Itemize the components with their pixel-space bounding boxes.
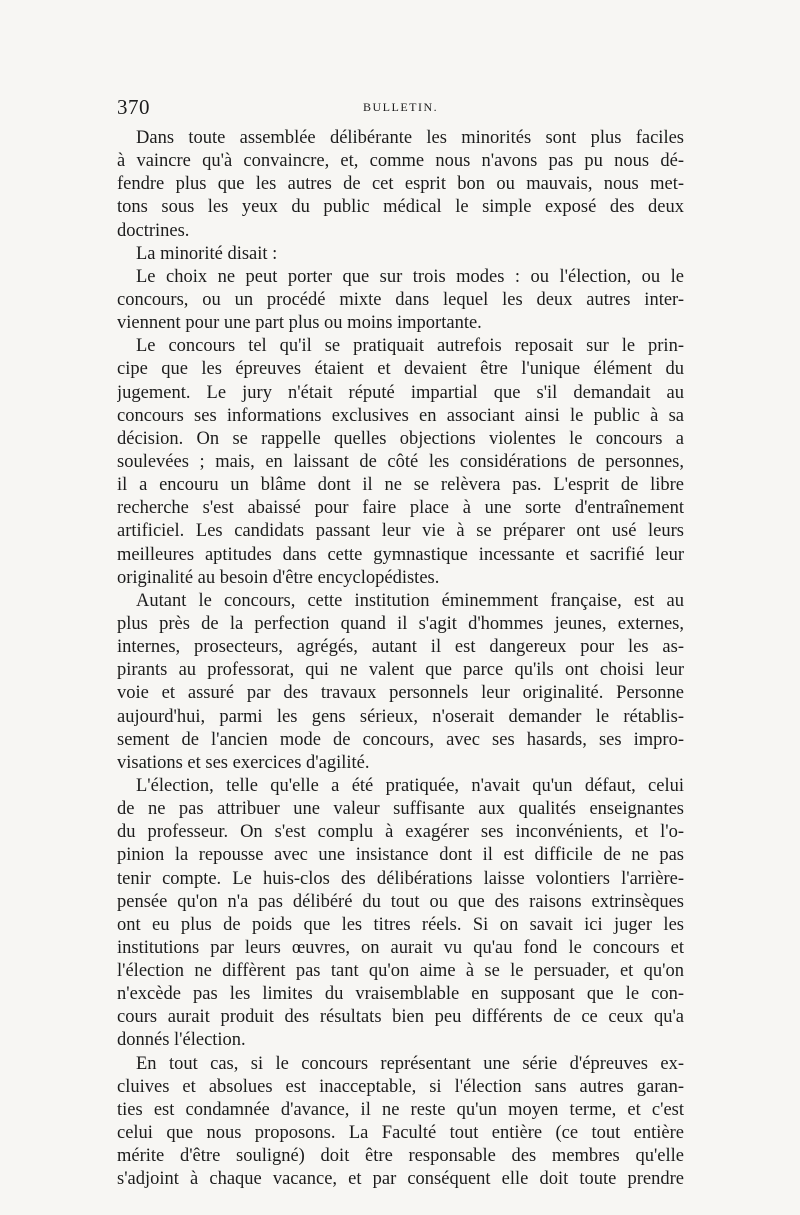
- text-line: l'élection ne diffèrent pas tant qu'on aime à se le persuader, et qu'on: [117, 961, 684, 982]
- text-line: voie et assuré par des travaux personnels leur originalité. Personne: [117, 683, 684, 704]
- text-line: La minorité disait :: [136, 243, 278, 264]
- text-line: donnés l'élection.: [117, 1030, 246, 1051]
- running-head: BULLETIN.: [363, 100, 439, 114]
- page-number: 370: [117, 95, 150, 119]
- text-line: concours, ou un procédé mixte dans lequel les deux autres inter-: [117, 289, 684, 310]
- paragraph: [117, 335, 684, 590]
- text-line: institutions par leurs œuvres, on aurait vu qu'au fond le concours et: [117, 937, 684, 958]
- paragraph: [117, 1053, 684, 1192]
- text-line: recherche s'est abaissé pour faire place à une sorte d'entraînement: [117, 498, 684, 519]
- text-line: mérite d'être souligné) doit être responsable des membres qu'elle: [117, 1146, 684, 1167]
- text-line: décision. On se rappelle quelles objections violentes le concours a: [117, 428, 684, 449]
- paragraph: [117, 590, 684, 775]
- text-line: soulevées ; mais, en laissant de côté les considérations de personnes,: [117, 451, 684, 472]
- text-line: cluives et absolues est inacceptable, si l'élection sans autres garan-: [117, 1076, 684, 1097]
- text-line: meilleures aptitudes dans cette gymnastique incessante et sacrifié leur: [117, 544, 684, 565]
- paragraph: [117, 266, 684, 335]
- text-line: pirants au professorat, qui ne valent que parce qu'ils ont choisi leur: [117, 660, 684, 681]
- text-line: du professeur. On s'est complu à exagérer ses inconvénients, et l'o-: [117, 822, 684, 843]
- text-line: aujourd'hui, parmi les gens sérieux, n'oserait demander le rétablis-: [117, 706, 684, 727]
- text-line: cipe que les épreuves étaient et devaient être l'unique élément du: [117, 359, 684, 380]
- text-line: Autant le concours, cette institution éminemment française, est au: [136, 590, 684, 611]
- text-line: sement de l'ancien mode de concours, avec ses hasards, ses impro-: [117, 729, 684, 750]
- text-line: à vaincre qu'à convaincre, et, comme nous n'avons pas pu nous dé-: [117, 151, 684, 172]
- paragraph: [117, 127, 684, 243]
- page-header: [117, 95, 684, 119]
- text-line: doctrines.: [117, 220, 190, 241]
- text-line: ont eu plus de poids que les titres réels. Si on savait ici juger les: [117, 914, 684, 935]
- body-text: [117, 127, 684, 1191]
- text-line: Le concours tel qu'il se pratiquait autrefois reposait sur le prin-: [136, 336, 684, 357]
- text-line: En tout cas, si le concours représentant une série d'épreuves ex-: [136, 1053, 684, 1074]
- text-line: cours aurait produit des résultats bien peu différents de ce ceux qu'a: [117, 1007, 684, 1028]
- text-line: tons sous les yeux du public médical le simple exposé des deux: [117, 197, 684, 218]
- text-line: tenir compte. Le huis-clos des délibérations laisse volontiers l'arrière-: [117, 868, 684, 889]
- text-line: jugement. Le jury n'était réputé impartial que s'il demandait au: [117, 382, 684, 403]
- text-line: originalité au besoin d'être encyclopédistes.: [117, 567, 440, 588]
- text-line: n'excède pas les limites du vraisemblable en supposant que le con-: [117, 984, 684, 1005]
- text-line: Le choix ne peut porter que sur trois modes : ou l'élection, ou le: [136, 266, 684, 287]
- text-line: concours ses informations exclusives en associant ainsi le public à sa: [117, 405, 684, 426]
- text-line: Dans toute assemblée délibérante les minorités sont plus faciles: [136, 128, 684, 148]
- text-line: L'élection, telle qu'elle a été pratiquée, n'avait qu'un défaut, celui: [136, 775, 684, 796]
- text-line: ties est condamnée d'avance, il ne reste qu'un moyen terme, et c'est: [117, 1099, 684, 1120]
- text-line: pensée qu'on n'a pas délibéré du tout ou que des raisons extrinsèques: [117, 891, 684, 912]
- text-line: artificiel. Les candidats passant leur vie à se préparer ont usé leurs: [117, 521, 684, 542]
- text-line: visations et ses exercices d'agilité.: [117, 752, 370, 773]
- text-line: s'adjoint à chaque vacance, et par conséquent elle doit toute prendre: [117, 1169, 684, 1190]
- paragraph: [117, 775, 684, 1053]
- text-line: il a encouru un blâme dont il ne se relèvera pas. L'esprit de libre: [117, 475, 684, 496]
- text-line: viennent pour une part plus ou moins importante.: [117, 313, 482, 334]
- text-line: pinion la repousse avec une insistance dont il est difficile de ne pas: [117, 845, 684, 866]
- text-line: internes, prosecteurs, agrégés, autant il est dangereux pour les as-: [117, 637, 684, 658]
- text-line: celui que nous proposons. La Faculté tout entière (ce tout entière: [117, 1123, 684, 1144]
- text-line: de ne pas attribuer une valeur suffisante aux qualités enseignantes: [117, 799, 684, 820]
- text-line: plus près de la perfection quand il s'agit d'hommes jeunes, externes,: [117, 613, 684, 634]
- paragraph: [117, 243, 684, 266]
- text-line: fendre plus que les autres de cet esprit bon ou mauvais, nous met-: [117, 174, 684, 195]
